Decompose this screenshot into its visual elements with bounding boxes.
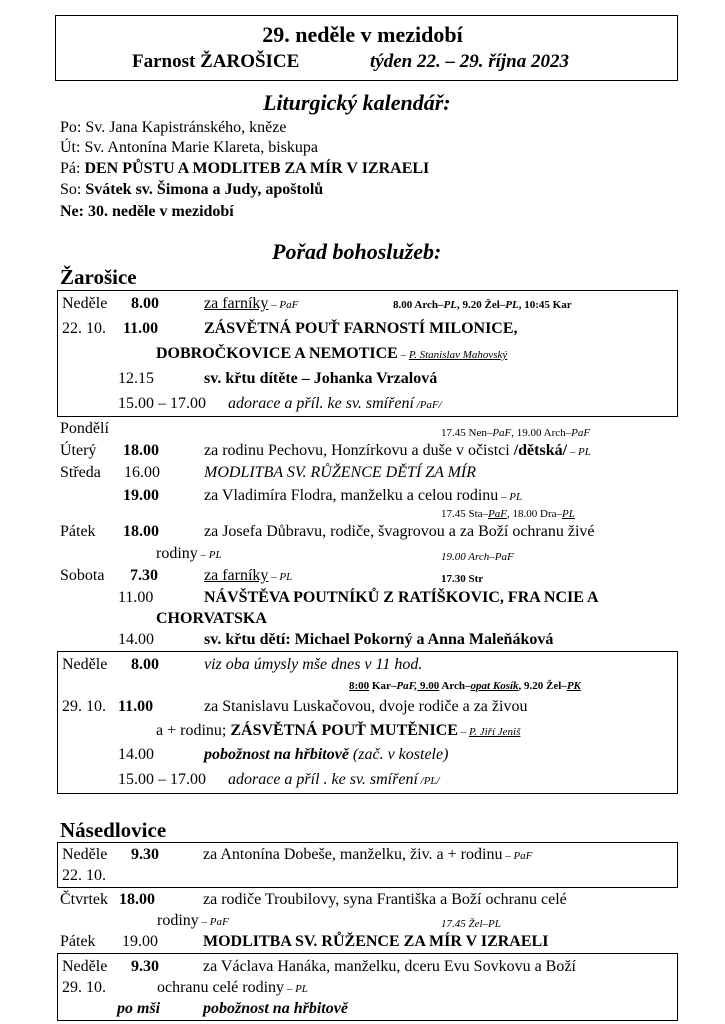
- ne1-other-times-a: 8.00 Arch–: [393, 299, 444, 311]
- nas-ne2-date: 29. 10.: [62, 979, 106, 996]
- ne2-times-d: 9.00: [417, 680, 440, 692]
- nas-ct-intention-1: za rodiče Troubilovy, syna Františka a Boží ochranu celé: [203, 891, 567, 908]
- so-other-times: 17.30 Str: [441, 573, 484, 585]
- pa-intention-2: [156, 545, 222, 564]
- calendar-pa: [60, 160, 429, 178]
- ne2-who-a: –: [457, 726, 469, 738]
- nas-ne1-day: Neděle: [62, 846, 108, 863]
- ne1-other-times: [393, 296, 572, 314]
- so-time-1: 7.30: [130, 567, 158, 584]
- ne1-day: Neděle: [62, 295, 108, 312]
- ne2-intention-2: za Stanislavu Luskačovou, dvoje rodiče a za živou: [204, 698, 528, 715]
- nas-ct-time: 18.00: [119, 891, 155, 908]
- st-other-times: [441, 505, 575, 523]
- ne1-other-times-b: PL: [443, 299, 457, 311]
- place-nasedlovice: Násedlovice: [60, 818, 167, 842]
- st-times-b: PaF: [488, 508, 508, 520]
- calendar-so-text: Svátek sv. Šimona a Judy, apoštolů: [85, 181, 324, 198]
- ne2-times-g: , 9.20 Žel–: [518, 680, 567, 692]
- so-intention-2: NÁVŠTĚVA POUTNÍKŮ Z RATÍŠKOVIC, FRA NCIE A: [204, 589, 599, 606]
- po-other-times: [441, 424, 590, 442]
- pa-intention-1: za Josefa Důbravu, rodiče, švagrovou a za Boží ochranu živé: [204, 523, 595, 540]
- so-time-3: 14.00: [118, 631, 154, 648]
- ne1-intention-1-who: – PaF: [268, 299, 299, 311]
- pa-day: Pátek: [60, 523, 96, 540]
- nas-ne1-intention: [203, 846, 532, 865]
- ne2-day: Neděle: [62, 656, 108, 673]
- nas-ne2-cemetery: pobožnost na hřbitově: [203, 1000, 348, 1017]
- ne2-times-f: opat Kosík: [470, 680, 519, 692]
- nas-pa-intention: MODLITBA SV. RŮŽENCE ZA MÍR V IZRAELI: [203, 933, 549, 950]
- st-intention-2: [204, 487, 522, 506]
- st-times-a: 17.45 Sta–: [441, 508, 489, 520]
- so-intention-1: [204, 567, 292, 586]
- nas-ne2-intention-2: [157, 979, 308, 998]
- ne2-times-b: Kar–: [369, 680, 397, 692]
- nas-pa-time: 19.00: [122, 933, 158, 950]
- so-time-2: 11.00: [118, 589, 154, 606]
- pa-time: 18.00: [123, 523, 159, 540]
- nas-ct-day: Čtvrtek: [60, 891, 108, 908]
- ut-time: 18.00: [123, 442, 159, 459]
- so-day: Sobota: [60, 567, 105, 584]
- ne1-other-times-d: PL: [505, 299, 519, 311]
- po-day: Pondělí: [60, 420, 109, 437]
- nas-ne2-day: Neděle: [62, 958, 108, 975]
- nas-ct-who: – PaF: [198, 916, 229, 928]
- nas-ne2-time: 9.30: [131, 958, 159, 975]
- ne2-intention-2b-text: a + rodinu;: [156, 722, 231, 739]
- ne1-time-1: 8.00: [131, 295, 159, 312]
- ne2-date: 29. 10.: [62, 698, 106, 715]
- st-time-1: 16.00: [124, 464, 160, 481]
- ne2-intention-3: [204, 746, 448, 764]
- ne1-time-4: 15.00 – 17.00: [118, 395, 206, 412]
- ne2-adoration: [228, 771, 440, 790]
- pa-intention-2-text: rodiny: [156, 545, 198, 562]
- nas-ct-intention-2-text: rodiny: [157, 912, 199, 929]
- st-intention-2-text: za Vladimíra Flodra, manželku a celou rodinu: [204, 487, 499, 504]
- ne2-time-1: 8.00: [131, 656, 159, 673]
- st-times-c: , 18.00 Dra–: [507, 508, 563, 520]
- calendar-pa-text: DEN PŮSTU A MODLITEB ZA MÍR V IZRAELI: [84, 160, 430, 177]
- nas-ne2-intention-1: za Václava Hanáka, manželku, dceru Evu Sovkovu a Boží: [203, 958, 576, 975]
- ne2-times-e: Arch–: [439, 680, 471, 692]
- calendar-heading: Liturgický kalendář:: [263, 90, 451, 115]
- nas-pa-day: Pátek: [60, 933, 96, 950]
- ne1-adoration-who: /PaF/: [413, 399, 442, 411]
- pa-who: – PL: [197, 549, 222, 561]
- po-times-b: PaF: [492, 427, 512, 439]
- ne2-intention-3b: (zač. v kostele): [348, 746, 449, 763]
- st-time-2: 19.00: [123, 487, 159, 504]
- ne2-times-h: PK: [566, 680, 581, 692]
- ne1-pilgrimage-who-a: –: [397, 349, 409, 361]
- ut-intention-text: za rodinu Pechovu, Honzírkovu a duše v očistci: [204, 442, 514, 459]
- ne1-time-2: 11.00: [123, 320, 159, 337]
- ne1-time-3: 12.15: [118, 370, 154, 387]
- ne1-baptism: sv. křtu dítěte – Johanka Vrzalová: [204, 370, 438, 387]
- ne2-time-2: 11.00: [118, 698, 154, 715]
- nas-ne1-intention-text: za Antonína Dobeše, manželku, živ. a + rodinu: [203, 846, 503, 863]
- po-times-a: 17.45 Nen–: [441, 427, 493, 439]
- st-intention-1: MODLITBA SV. RŮŽENCE DĚTÍ ZA MÍR: [204, 464, 477, 481]
- ut-intention: [204, 442, 591, 461]
- ne2-other-times: [349, 677, 581, 695]
- schedule-heading: Pořad bohoslužeb:: [272, 239, 442, 264]
- ut-who: – PL: [567, 446, 591, 458]
- st-times-d: PL: [562, 508, 575, 520]
- calendar-so: [60, 181, 323, 199]
- st-day: Středa: [60, 464, 101, 481]
- ne1-pilgrimage-who-b: P. Stanislav Mahovský: [408, 349, 508, 361]
- so-intention-1-text: za farníky: [204, 567, 269, 584]
- st-who: – PL: [498, 491, 523, 503]
- ne2-time-3: 14.00: [118, 746, 154, 763]
- ne2-pilgrimage: ZÁSVĚTNÁ POUŤ MUTĚNICE: [230, 722, 458, 739]
- place-zarosice: Žarošice: [60, 265, 137, 289]
- nas-ne1-date: 22. 10.: [62, 867, 106, 884]
- ne1-intention-1: [204, 295, 298, 314]
- ne1-other-times-e: , 10:45 Kar: [518, 299, 572, 311]
- ut-intention-bold: /dětská/: [513, 442, 568, 459]
- ne1-date: 22. 10.: [62, 320, 106, 337]
- nas-ne2-after-mass: po mši: [117, 1000, 161, 1017]
- ne2-adoration-text: adorace a příl . ke sv. smíření: [228, 771, 418, 788]
- ne2-intention-1: viz oba úmysly mše dnes v 11 hod.: [204, 656, 423, 673]
- page-title: 29. neděle v mezidobí: [262, 22, 463, 47]
- nas-ne1-time: 9.30: [131, 846, 159, 863]
- po-times-d: PaF: [571, 427, 591, 439]
- ne1-pilgrimage-1: ZÁSVĚTNÁ POUŤ FARNOSTÍ MILONICE,: [204, 320, 518, 337]
- week-range: týden 22. – 29. října 2023: [370, 51, 569, 72]
- ne2-time-4: 15.00 – 17.00: [118, 771, 206, 788]
- ne2-times-c: PaF,: [396, 680, 418, 692]
- nas-ne2-who: – PL: [284, 983, 308, 995]
- ne1-other-times-c: , 9.20 Žel–: [456, 299, 506, 311]
- parish-name: Farnost ŽAROŠICE: [132, 51, 300, 72]
- calendar-ne: Ne: 30. neděle v mezidobí: [60, 203, 234, 220]
- calendar-so-label: So:: [60, 181, 86, 198]
- pa-other-times: 19.00 Arch–PaF: [441, 551, 514, 563]
- so-intention-2b: CHORVATSKA: [156, 610, 267, 627]
- so-who: – PL: [268, 571, 293, 583]
- ne1-adoration: [228, 395, 442, 414]
- po-times-c: , 19.00 Arch–: [511, 427, 572, 439]
- nas-ne1-who: – PaF: [502, 850, 533, 862]
- ut-day: Úterý: [60, 442, 97, 459]
- ne2-adoration-who: /PL/: [417, 775, 440, 787]
- ne2-intention-3-text: pobožnost na hřbitově: [204, 746, 349, 763]
- ne2-times-a: 8:00: [349, 680, 370, 692]
- ne1-pilgrimage-2-text: DOBROČKOVICE A NEMOTICE: [156, 345, 398, 362]
- ne1-intention-1-text: za farníky: [204, 295, 269, 312]
- so-intention-3: sv. křtu dětí: Michael Pokorný a Anna Maleňáková: [204, 631, 554, 648]
- ne2-who-b: P. Jiří Jeniš: [468, 726, 521, 738]
- ne1-pilgrimage-2: [156, 345, 507, 364]
- calendar-po: Po: Sv. Jana Kapistránského, kněze: [60, 119, 287, 136]
- ne2-intention-2b: [156, 722, 520, 741]
- calendar-ut: Út: Sv. Antonína Marie Klareta, biskupa: [60, 139, 319, 156]
- ne1-adoration-text: adorace a příl. ke sv. smíření: [228, 395, 414, 412]
- calendar-pa-label: Pá:: [60, 160, 85, 177]
- nas-ct-intention-2: [157, 912, 229, 931]
- nas-ct-other-times: 17.45 Žel–PL: [441, 918, 501, 930]
- nas-ne2-intention-2-text: ochranu celé rodiny: [157, 979, 285, 996]
